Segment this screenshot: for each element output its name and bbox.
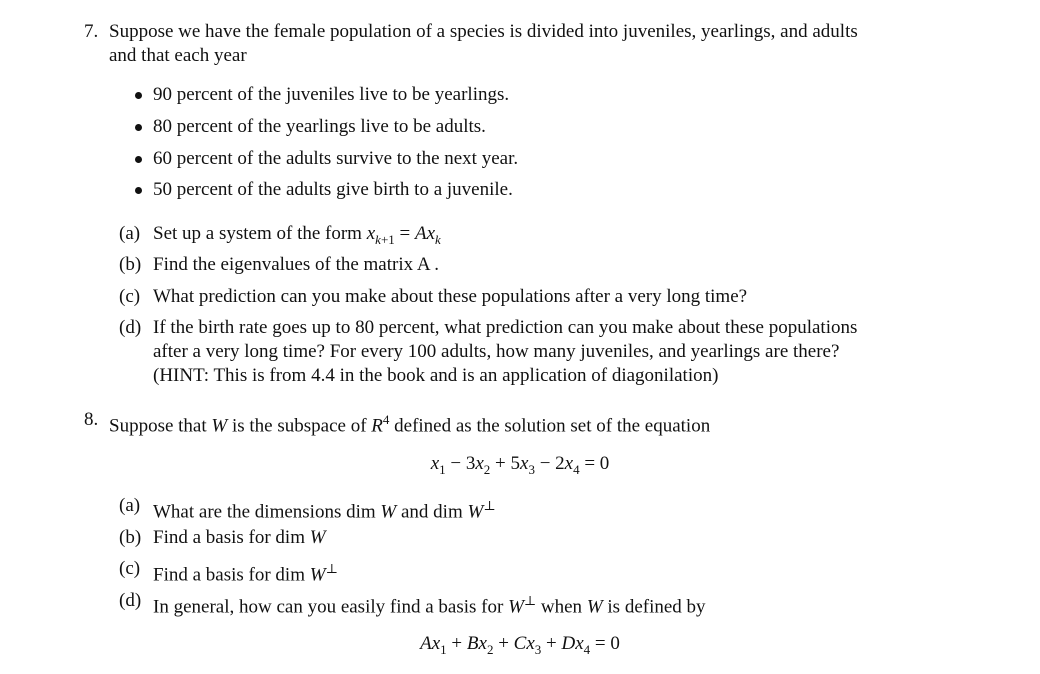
q8c-label: (c) bbox=[119, 558, 141, 579]
bullet-dot-icon bbox=[135, 156, 142, 163]
q7b-label: (b) bbox=[119, 254, 142, 275]
q7-bullet-text: 60 percent of the adults survive to the next year. bbox=[153, 148, 519, 169]
q8b-label: (b) bbox=[119, 527, 142, 548]
bullet-dot-icon bbox=[135, 187, 142, 194]
q8-number: 8. bbox=[84, 409, 99, 430]
q7-number: 7. bbox=[84, 21, 99, 42]
q7c-label: (c) bbox=[119, 286, 141, 307]
q8-equation2: $Ax_1 + Bx_2 + Cx_3 + Dx_4 = 0$ bbox=[420, 633, 620, 657]
q8a-text: What are the dimensions dim W and dim W⊥ bbox=[153, 498, 496, 523]
q8d-label: (d) bbox=[119, 590, 142, 611]
q7-bullet-text: 90 percent of the juveniles live to be yearlings. bbox=[153, 84, 510, 105]
q7d-label: (d) bbox=[119, 317, 142, 338]
q8-intro: Suppose that W is the subspace of $R^4$ defined as the solution set of the equation bbox=[109, 412, 711, 437]
q7-line2: and that each year bbox=[109, 45, 247, 66]
q7b-text: Find the eigenvalues of the matrix A . bbox=[153, 254, 440, 275]
q8a-label: (a) bbox=[119, 495, 141, 516]
q7-bullet-text: 50 percent of the adults give birth to a juvenile. bbox=[153, 179, 513, 200]
bullet-dot-icon bbox=[135, 124, 142, 131]
q7a-text: Set up a system of the form $x_{k+1} = Ax_k$ bbox=[153, 223, 441, 247]
q7-line1: Suppose we have the female population of a species is divided into juveniles, yearlings, and adults bbox=[109, 21, 858, 42]
q7d-line1: If the birth rate goes up to 80 percent, what prediction can you make about these populations bbox=[153, 317, 858, 338]
q7d-line2: after a very long time? For every 100 adults, how many juveniles, and yearlings are there? bbox=[153, 341, 840, 362]
bullet-dot-icon bbox=[135, 92, 142, 99]
q7a-label: (a) bbox=[119, 223, 141, 244]
q7c-text: What prediction can you make about these populations after a very long time? bbox=[153, 286, 748, 307]
q7d-line3: (HINT: This is from 4.4 in the book and is an application of diagonilation) bbox=[153, 365, 719, 386]
q8d-text: In general, how can you easily find a basis for W⊥ when W is defined by bbox=[153, 593, 706, 618]
q8-equation1: $x_1 - 3x_2 + 5x_3 - 2x_4 = 0$ bbox=[430, 453, 610, 477]
q7-bullet bbox=[153, 83, 509, 107]
q8c-text: Find a basis for dim W⊥ bbox=[153, 561, 338, 586]
q7-bullet-text: 80 percent of the yearlings live to be adults. bbox=[153, 116, 486, 137]
q7-bullet bbox=[153, 147, 518, 171]
q8b-text: Find a basis for dim W bbox=[153, 527, 326, 548]
q7-bullet bbox=[153, 115, 486, 139]
q7-bullet bbox=[153, 178, 513, 202]
